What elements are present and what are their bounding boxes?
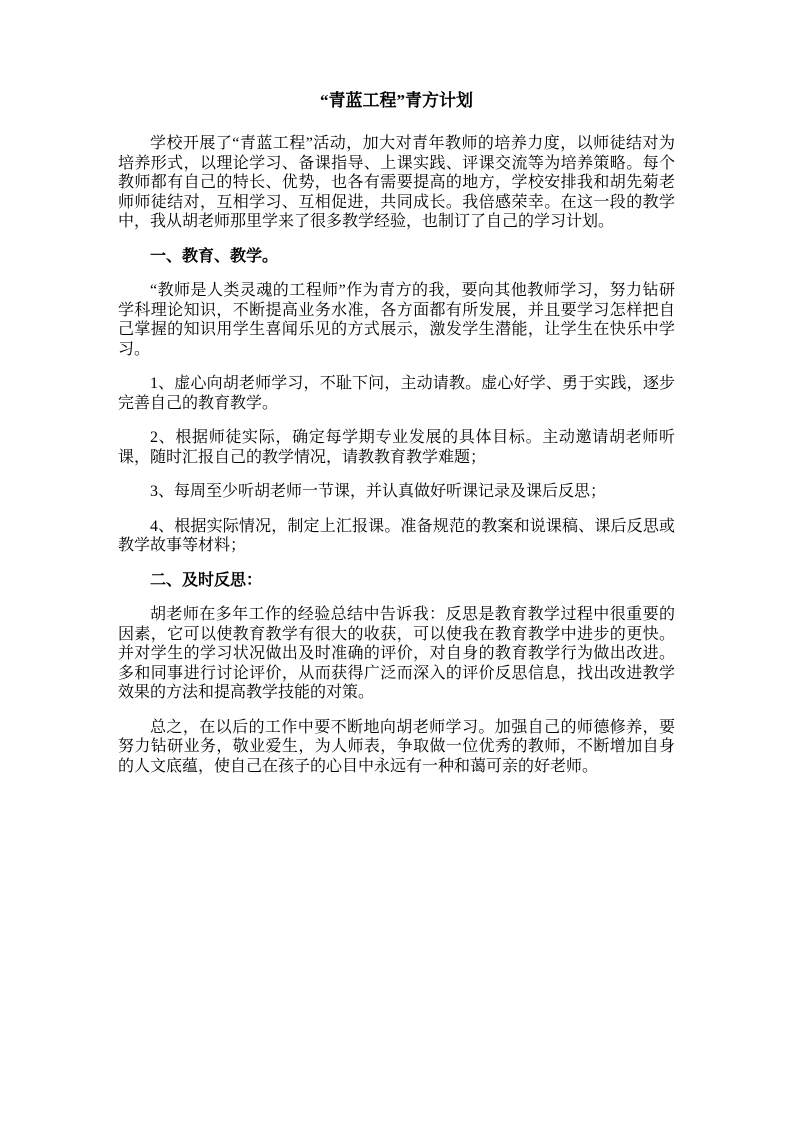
intro-paragraph: 学校开展了“青蓝工程”活动，加大对青年教师的培养力度，以师徒结对为培养形式，以理论学习、备课指导、上课实践、评课交流等为培养策略。每个教师都有自己的特长、优势，也各有需要提高的地方，学校安排我和胡先菊老师师徒结对，互相学习、互相促进，共同成长。我倍感荣幸。在这一段的教学中，我从胡老师那里学来了很多教学经验，也制订了自己的学习计划。 [118,135,675,231]
section-1-heading: 一、教育、教学。 [150,247,279,265]
section-1-body: “教师是人类灵魂的工程师”作为青方的我，要向其他教师学习，努力钻研学科理论知识，不断提高业务水准，各方面都有所发展，并且要学习怎样把自己掌握的知识用学生喜闻乐见的方式展示，激发学生潜能，让学生在快乐中学习。 [118,282,675,358]
conclusion-paragraph: 总之，在以后的工作中要不断地向胡老师学习。加强自己的师德修养，要努力钻研业务，敬业爱生，为人师表，争取做一位优秀的教师，不断增加自身的人文底蕴，使自己在孩子的心目中永远有一种和蔼可亲的好老师。 [118,718,675,775]
document-title: “青蓝工程”青方计划 [320,91,473,110]
section-1-item-1: 1、虚心向胡老师学习，不耻下问，主动请教。虚心好学、勇于实践，逐步完善自己的教育教学。 [118,375,675,412]
section-2-body: 胡老师在多年工作的经验总结中告诉我：反思是教育教学过程中很重要的因素，它可以使教育教学有很大的收获，可以使我在教育教学中进步的更快。并对学生的学习状况做出及时准确的评价，对自身的教育教学行为做出改进。多和同事进行讨论评价，从而获得广泛而深入的评价反思信息，找出改进教学效果的方法和提高教学技能的对策。 [118,606,675,702]
section-2-heading: 二、及时反思： [150,571,263,589]
section-1-item-2: 2、根据师徒实际，确定每学期专业发展的具体目标。主动邀请胡老师听课，随时汇报自己的教学情况，请教教育教学难题； [118,429,675,466]
section-1-item-3: 3、每周至少听胡老师一节课，并认真做好听课记录及课后反思； [150,483,607,501]
section-1-item-4: 4、根据实际情况，制定上汇报课。准备规范的教案和说课稿、课后反思或教学故事等材料； [118,517,675,555]
